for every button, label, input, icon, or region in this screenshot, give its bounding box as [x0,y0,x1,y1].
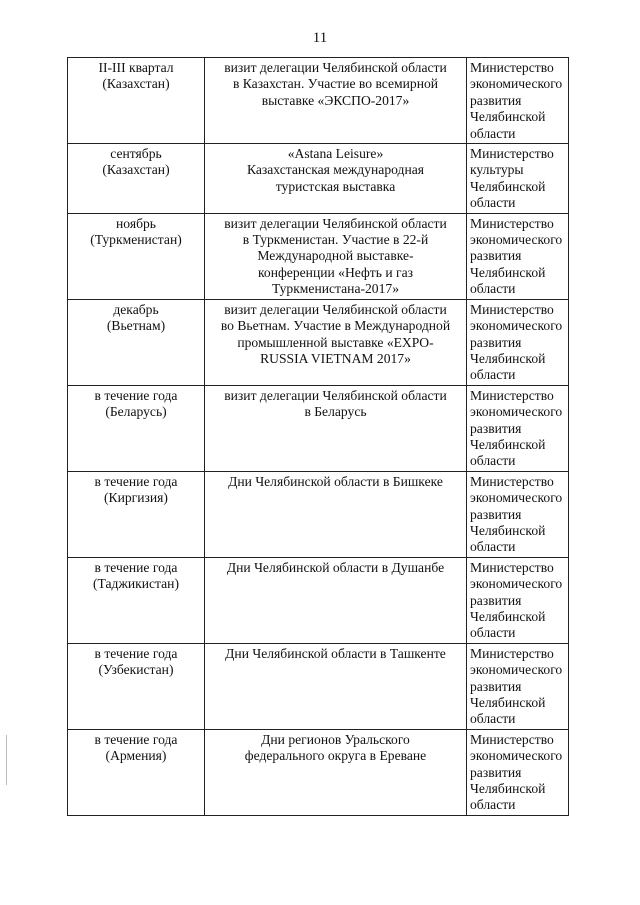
responsible-cell-line: развития [470,334,522,350]
events-table [67,57,569,816]
responsible-cell [467,385,569,471]
event-cell-line: промышленной выставке «EXPO- [237,334,434,350]
responsible-cell-line: развития [470,92,522,108]
responsible-cell-line: развития [470,678,522,694]
event-cell [205,729,467,815]
responsible-cell-line: области [470,797,516,813]
event-cell-line: в Беларусь [304,404,367,420]
table-row [68,299,569,385]
responsible-cell-line: экономического [470,662,563,678]
page-number: 11 [312,30,328,46]
event-cell [205,385,467,471]
responsible-cell-line: развития [470,248,522,264]
event-cell-line: Международной выставке- [257,248,414,264]
event-cell-line: Дни Челябинской области в Ташкенте [225,645,446,661]
period-cell-line: ноябрь [116,215,156,231]
responsible-cell-line: экономического [470,576,563,592]
period-cell-line: в течение года [94,645,178,661]
responsible-cell-line: развития [470,420,522,436]
responsible-cell-line: Челябинской [470,264,546,280]
event-cell-line: в Казахстан. Участие во всемирной [232,76,439,92]
responsible-cell-line: Министерство [470,60,554,75]
event-cell-line: «Astana Leisure» [287,146,384,162]
responsible-cell [467,557,569,643]
table-row [68,385,569,471]
scan-margin-mark [6,735,7,785]
period-cell [68,643,205,729]
responsible-cell-line: Министерство [470,473,554,489]
event-cell-line: во Вьетнам. Участие в Международной [220,318,451,334]
responsible-cell-line: области [470,195,516,211]
table-row [68,58,569,144]
event-cell-line: визит делегации Челябинской области [224,387,447,403]
period-cell-line: (Узбекистан) [98,662,174,678]
responsible-cell-line: области [470,711,516,727]
responsible-cell-line: Министерство [470,146,554,162]
event-cell-line: Дни регионов Уральского [261,731,410,747]
event-cell [205,213,467,299]
event-cell-line: туристская выставка [275,178,396,194]
responsible-cell [467,471,569,557]
event-cell-line: федерального округа в Ереване [244,748,427,764]
event-cell-line: визит делегации Челябинской области [224,60,447,75]
responsible-cell-line: Министерство [470,387,554,403]
period-cell [68,557,205,643]
responsible-cell-line: развития [470,592,522,608]
event-cell-line: RUSSIA VIETNAM 2017» [260,350,411,366]
responsible-cell-line: Челябинской [470,436,546,452]
responsible-cell-line: Челябинской [470,695,546,711]
period-cell [68,213,205,299]
table-row [68,471,569,557]
responsible-cell-line: развития [470,764,522,780]
event-cell-line: Туркменистана-2017» [271,281,399,297]
table-row [68,729,569,815]
period-cell-line: (Казахстан) [102,162,170,178]
event-cell-line: Казахстанская международная [246,162,425,178]
period-cell-line: II-III квартал [98,60,174,75]
event-cell-line: визит делегации Челябинской области [224,215,447,231]
responsible-cell-line: Министерство [470,645,554,661]
period-cell [68,144,205,214]
responsible-cell-line: Челябинской [470,522,546,538]
period-cell [68,729,205,815]
event-cell-line: в Туркменистан. Участие в 22-й [242,232,429,248]
responsible-cell-line: Челябинской [470,781,546,797]
event-cell-line: Дни Челябинской области в Бишкеке [228,473,443,489]
event-cell [205,643,467,729]
table-row [68,213,569,299]
responsible-cell-line: экономического [470,404,563,420]
responsible-cell-line: области [470,625,516,641]
responsible-cell-line: экономического [470,76,563,92]
responsible-cell-line: области [470,367,516,383]
period-cell-line: в течение года [94,731,178,747]
responsible-cell [467,213,569,299]
event-cell [205,299,467,385]
responsible-cell [467,643,569,729]
period-cell-line: сентябрь [110,146,162,162]
period-cell-line: (Киргизия) [104,490,168,506]
event-cell [205,58,467,144]
period-cell [68,471,205,557]
period-cell-line: (Беларусь) [105,404,167,420]
responsible-cell-line: области [470,125,516,141]
event-cell-line: выставке «ЭКСПО-2017» [261,92,410,108]
event-cell [205,144,467,214]
responsible-cell [467,299,569,385]
responsible-cell-line: области [470,539,516,555]
responsible-cell-line: Челябинской [470,178,546,194]
table-row [68,557,569,643]
event-cell [205,557,467,643]
period-cell-line: (Туркменистан) [90,232,182,248]
table-row [68,144,569,214]
period-cell-line: в течение года [94,387,178,403]
responsible-cell-line: области [470,453,516,469]
responsible-cell-line: экономического [470,490,563,506]
events-table-body [68,58,569,816]
responsible-cell [467,144,569,214]
period-cell [68,58,205,144]
responsible-cell-line: экономического [470,232,563,248]
responsible-cell-line: Челябинской [470,350,546,366]
event-cell [205,471,467,557]
period-cell-line: (Армения) [105,748,167,764]
period-cell [68,385,205,471]
responsible-cell-line: Министерство [470,215,554,231]
responsible-cell-line: Министерство [470,559,554,575]
responsible-cell [467,58,569,144]
period-cell-line: (Казахстан) [102,76,170,92]
responsible-cell-line: Челябинской [470,109,546,125]
responsible-cell-line: экономического [470,318,563,334]
event-cell-line: Дни Челябинской области в Душанбе [226,559,445,575]
responsible-cell-line: Челябинской [470,609,546,624]
period-cell-line: в течение года [94,559,178,575]
period-cell-line: (Таджикистан) [93,576,179,592]
table-row [68,643,569,729]
period-cell-line: (Вьетнам) [106,318,166,334]
responsible-cell-line: экономического [470,748,563,764]
period-cell-line: в течение года [94,473,178,489]
responsible-cell-line: развития [470,506,522,522]
event-cell-line: визит делегации Челябинской области [224,301,447,317]
period-cell [68,299,205,385]
responsible-cell-line: области [470,281,516,297]
responsible-cell [467,729,569,815]
event-cell-line: конференции «Нефть и газ [258,264,413,280]
responsible-cell-line: культуры [470,162,524,178]
period-cell-line: декабрь [113,301,159,317]
responsible-cell-line: Министерство [470,301,554,317]
responsible-cell-line: Министерство [470,731,554,747]
